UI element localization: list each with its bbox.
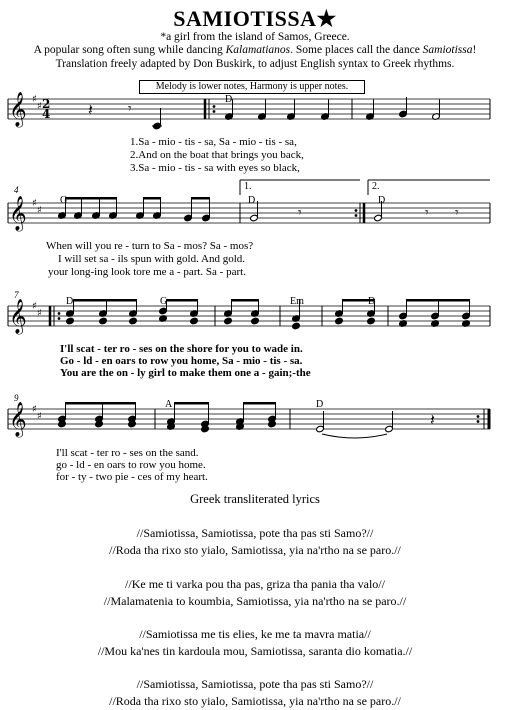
note-beam	[192, 197, 210, 200]
treble-clef-icon: 𝄞	[9, 196, 27, 231]
repeat-dot	[355, 209, 358, 212]
lyric-verse-2: 2.And on the boat that brings you back,	[130, 149, 304, 161]
lyric-verse-2: I will set sa - ils spun with gold. And gold.	[58, 253, 245, 265]
note-head	[367, 317, 376, 325]
repeat-dot	[477, 415, 480, 418]
note-head	[251, 317, 260, 325]
note-head	[292, 322, 301, 330]
greek-line: //Roda tha rixo sto yialo, Samiotissa, yia na'rtho na se paro.//	[109, 543, 401, 557]
sharp-icon: ♯	[37, 411, 42, 422]
chord-symbol: D	[225, 94, 233, 105]
note-beam	[167, 299, 198, 302]
note-beam	[175, 402, 209, 405]
lyric-verse-3: your long-ing look tore me a - part. Sa - part.	[48, 266, 246, 278]
repeat-dot	[58, 317, 61, 320]
lyric-verse-3: 3.Sa - mio - tis - sa with eyes so black,	[130, 162, 300, 174]
chord-symbol: D	[66, 296, 74, 307]
note-beam	[74, 299, 137, 302]
lyric-verse-3: for - ty - two pie - ces of my heart.	[56, 471, 208, 483]
intro-line: A popular song often sung while dancing Kalamatianos. Some places call the dance Samiotissa!	[33, 44, 477, 56]
note-beam	[144, 197, 161, 200]
note-head	[66, 317, 75, 325]
note-beam	[66, 197, 117, 200]
chord-symbol: D	[316, 399, 324, 410]
sharp-icon: ♯	[32, 198, 37, 209]
greek-line: //Roda tha rixo sto yialo, Samiotissa, yia na'rtho na se paro.//	[109, 694, 401, 708]
chord-symbol: G	[60, 195, 68, 206]
quarter-rest: 𝄽	[88, 100, 93, 119]
repeat-dot	[477, 420, 480, 423]
note-beam	[66, 402, 136, 405]
chord-symbol: Em	[290, 296, 304, 307]
lyric-verse-1: When will you re - turn to Sa - mos? Sa - mos?	[46, 240, 254, 252]
tie-curve	[322, 434, 387, 438]
note-head	[335, 317, 344, 325]
first-ending-label: 1.	[244, 181, 252, 192]
note-head	[190, 317, 199, 325]
lyric-verse-1: 1.Sa - mio - tis - sa, Sa - mio - tis - sa,	[130, 136, 297, 148]
note-head	[99, 317, 108, 325]
eighth-rest: 𝄾	[128, 101, 132, 117]
quarter-rest: 𝄽	[430, 410, 435, 429]
lyric-verse-2: go - ld - en oars to row you home.	[56, 459, 206, 471]
time-signature-top: 2	[42, 97, 51, 111]
note-beam	[232, 299, 259, 302]
time-signature-bottom: 4	[42, 107, 51, 121]
eighth-rest: 𝄾	[455, 205, 459, 221]
lyric-verse-3: You are the on - ly girl to make them one a - gain;-the	[60, 367, 311, 379]
repeat-dot	[213, 110, 216, 113]
greek-line: //Samiotissa, Samiotissa, pote tha pas sti Samo?//	[136, 677, 374, 691]
note-head	[129, 317, 138, 325]
greek-heading: Greek transliterated lyrics	[190, 492, 320, 506]
sharp-icon: ♯	[37, 308, 42, 319]
treble-clef-icon: 𝄞	[9, 92, 27, 127]
second-ending-label: 2.	[372, 181, 380, 192]
measure-number: 7	[14, 290, 19, 300]
chord-symbol: A	[165, 399, 173, 410]
sharp-icon: ♯	[32, 301, 37, 312]
note-beam	[244, 402, 276, 405]
measure-number: 9	[14, 393, 19, 403]
repeat-dot	[213, 105, 216, 108]
sharp-icon: ♯	[37, 205, 42, 216]
measure-number: 4	[14, 185, 19, 195]
eighth-rest: 𝄾	[425, 205, 429, 221]
translation-credit: Translation freely adapted by Don Buskirk, to adjust English syntax to Greek rhythms.	[55, 58, 455, 70]
sharp-icon: ♯	[32, 404, 37, 415]
repeat-dot	[355, 214, 358, 217]
chord-symbol: D	[378, 195, 386, 206]
eighth-rest: 𝄾	[298, 205, 302, 221]
greek-line: //Ke me ti varka pou tha pas, griza tha pania tha valo//	[125, 577, 385, 591]
footnote: *a girl from the island of Samos, Greece.	[160, 31, 350, 43]
chord-symbol: D	[368, 296, 376, 307]
song-title: SAMIOTISSA★	[173, 6, 337, 31]
greek-line: //Malamatenia to koumbia, Samiotissa, yia na'rtho na se paro.//	[103, 594, 407, 608]
melody-harmony-note: Melody is lower notes, Harmony is upper notes.	[139, 80, 365, 94]
chord-symbol: D	[248, 195, 256, 206]
note-head	[224, 317, 233, 325]
lyric-verse-2: Go - ld - en oars to row you home, Sa - mio - tis - sa.	[60, 355, 303, 367]
treble-clef-icon: 𝄞	[9, 299, 27, 334]
lyric-verse-1: I'll scat - ter ro - ses on the shore for you to wade in.	[60, 343, 303, 355]
note-beam	[407, 299, 470, 302]
star-icon: ★	[316, 6, 337, 31]
treble-clef-icon: 𝄞	[9, 402, 27, 437]
sharp-icon: ♯	[37, 101, 42, 112]
greek-line: //Samiotissa, Samiotissa, pote tha pas sti Samo?//	[136, 526, 374, 540]
chord-symbol: G	[160, 296, 168, 307]
sharp-icon: ♯	[32, 94, 37, 105]
lyric-verse-1: I'll scat - ter ro - ses on the sand.	[56, 447, 199, 459]
greek-line: //Samiotissa me tis elies, ke me ta mavra matia//	[139, 627, 371, 641]
repeat-dot	[58, 312, 61, 315]
greek-line: //Mou ka'nes tin kardoula mou, Samiotissa, saranta dio komatia.//	[97, 644, 413, 658]
